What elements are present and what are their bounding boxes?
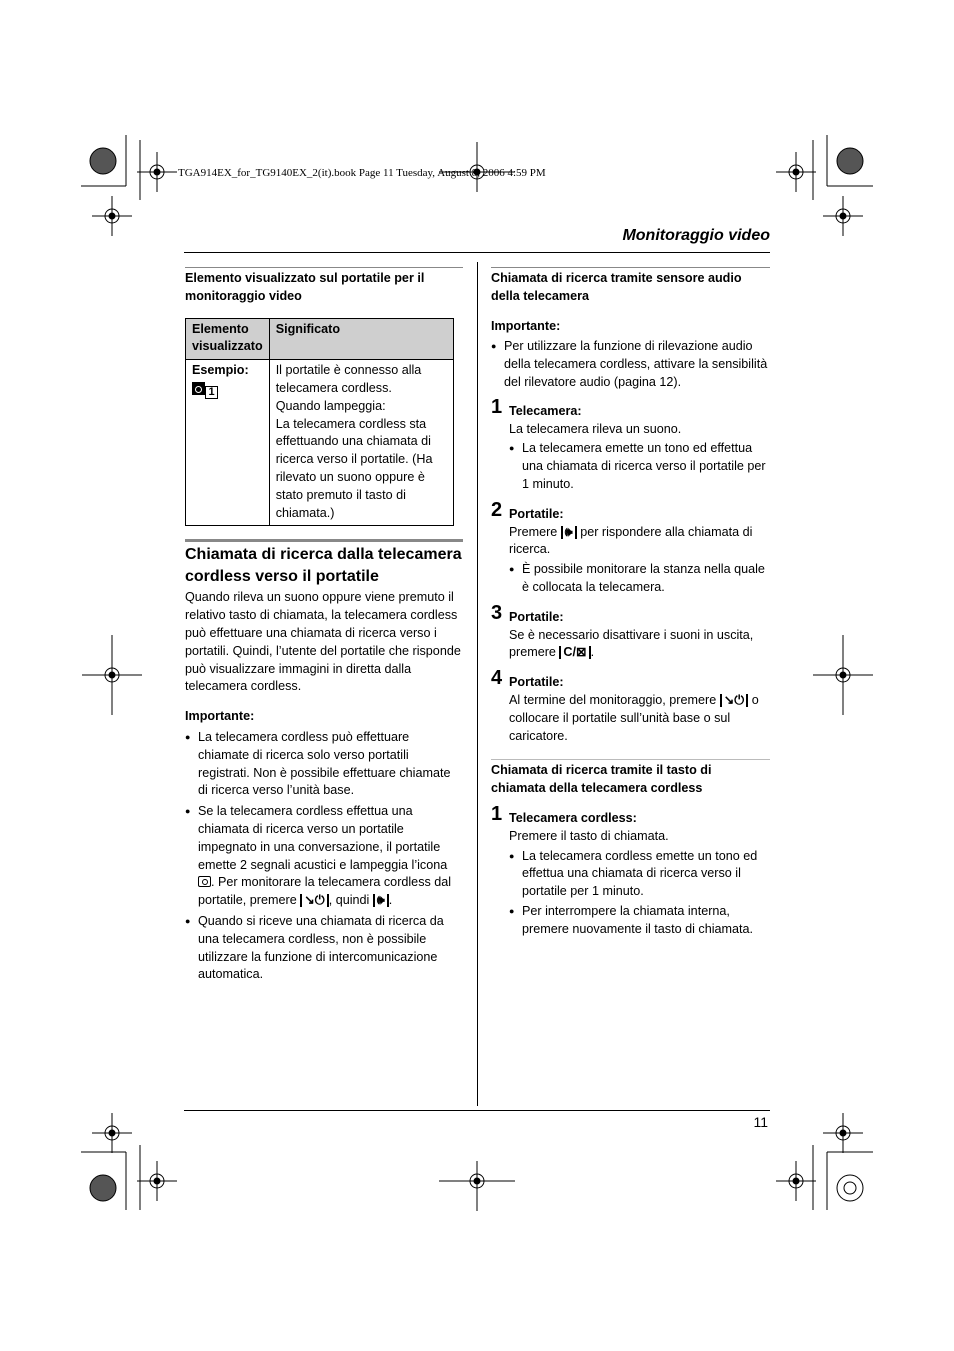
step-text: La telecamera rileva un suono. (509, 421, 682, 436)
step-number: 4 (491, 667, 503, 690)
step-text-part: Se è necessario disattivare i suoni in uscita, premere (509, 627, 754, 660)
step (491, 802, 770, 939)
step-title: Telecamera: (509, 403, 582, 418)
example-label: Esempio: (192, 363, 249, 378)
list-item: ● È possibile monitorare la stanza nella quale è collocata la telecamera. (509, 561, 770, 597)
speaker-key-icon: 🕪 (561, 526, 577, 539)
bullet-text: , quindi (328, 893, 370, 908)
right-column (491, 267, 770, 939)
list-item: ● La telecamera cordless può effettuare chiamate di ricerca solo verso portatili registrati. Non è possibile effettuare chiamate di ricerca verso l’unità base. (185, 729, 463, 800)
important-list (185, 729, 463, 984)
display-table (185, 318, 454, 527)
list-item: ● La telecamera emette un tono ed effettua una chiamata di ricerca verso il portatile per 1 minuto. (509, 440, 770, 493)
step-text (509, 692, 770, 745)
off-key-icon: ↘⏻ (720, 694, 749, 707)
step-text-part: Al termine del monitoraggio, premere (509, 692, 717, 707)
section-title: Chiamata di ricerca tramite sensore audio della telecamera (491, 271, 742, 303)
section-rule (491, 267, 770, 268)
mute-key-icon: C/⊠ (559, 646, 590, 659)
step-title: Telecamera cordless: (509, 810, 637, 825)
page-header-title: Monitoraggio video (622, 227, 770, 244)
page-number: 11 (753, 1114, 768, 1130)
step-bullets (509, 440, 770, 493)
list-item (185, 803, 463, 910)
step-text: Premere il tasto di chiamata. (509, 828, 669, 843)
camera-number: 1 (205, 386, 218, 399)
bullet-text: . (388, 893, 393, 908)
section-rule (491, 759, 770, 760)
step-number: 1 (491, 395, 503, 418)
section-rule (185, 539, 463, 542)
camera-1-icon (192, 381, 263, 399)
step-text-part: Premere (509, 524, 558, 539)
left-column (185, 267, 463, 984)
table-cell-example (186, 360, 270, 526)
table-header-meaning: Significato (269, 318, 453, 360)
table-heading: Elemento visualizzato sul portatile per il monitoraggio video (185, 271, 425, 303)
intro-paragraph: Quando rileva un suono oppure viene premuto il relativo tasto di chiamata, la telecamera cordless può effettuare una chiamata di ricerca verso i portatili. Quindi, l’utente del portatile che risponde può visualizzare immagini in diretta dalla telecamera cordless. (185, 590, 461, 694)
important-label: Importante: (491, 318, 561, 333)
footer-rule (184, 1110, 770, 1111)
step (491, 601, 770, 662)
list-item: ● La telecamera cordless emette un tono ed effettua una chiamata di ricerca verso il portatile per 1 minuto. (509, 848, 770, 901)
list-item: ● Per utilizzare la funzione di rilevazione audio della telecamera cordless, attivare la sensibilità del rilevatore audio (pagina 12). (491, 338, 770, 391)
camera-icon (198, 876, 211, 887)
book-info: TGA914EX_for_TG9140EX_2(it).book Page 11 Tuesday, August 8, 2006 4:59 PM (178, 167, 546, 179)
step-number: 1 (491, 802, 503, 825)
step-number: 3 (491, 601, 503, 624)
speaker-key-icon: 🕪 (373, 894, 389, 907)
section-title: Chiamata di ricerca dalla telecamera cordless verso il portatile (185, 546, 462, 586)
step-text-part: . (590, 645, 595, 660)
section-rule (185, 267, 463, 268)
step-title: Portatile: (509, 675, 564, 690)
step (491, 667, 770, 745)
table-cell-meaning: Il portatile è connesso alla telecamera cordless. Quando lampeggia: La telecamera cordless sta effettuando una chiamata di ricerca verso il portatile. (Ha rilevato un suono oppure è stato premuto il tasto di chiamata.) (269, 360, 453, 526)
step-number: 2 (491, 498, 503, 521)
off-key-icon: ↘⏻ (300, 894, 329, 907)
bullet-text: . Per monitorare la telecamera cordless dal portatile, premere (198, 875, 452, 908)
step (491, 395, 770, 494)
step-text-part: per rispondere alla chiamata di ricerca. (509, 524, 753, 557)
step-text (509, 524, 770, 560)
bullet-text: Se la telecamera cordless effettua una chiamata di ricerca verso un portatile impegnato in una conversazione, il portatile emette 2 segnali acustici e lampeggia l’icona (198, 804, 448, 872)
step-title: Portatile: (509, 506, 564, 521)
column-divider (477, 262, 478, 1106)
steps-list (491, 802, 770, 939)
step-bullets (509, 561, 770, 597)
important-label: Importante: (185, 709, 255, 724)
steps-list (491, 395, 770, 746)
header-rule (184, 252, 770, 253)
important-list (491, 338, 770, 391)
list-item: ● Quando si riceve una chiamata di ricerca da una telecamera cordless, non è possibile utilizzare la funzione di intercomunicazione automatica. (185, 913, 463, 984)
step-title: Portatile: (509, 609, 564, 624)
step-text-part: o collocare il portatile sull’unità base o sul caricatore. (509, 692, 759, 743)
section-title: Chiamata di ricerca tramite il tasto di chiamata della telecamera cordless (491, 763, 712, 796)
step-text (509, 627, 770, 663)
step-bullets (509, 848, 770, 939)
table-header-element: Elemento visualizzato (186, 318, 270, 360)
step (491, 498, 770, 597)
list-item: ● Per interrompere la chiamata interna, premere nuovamente il tasto di chiamata. (509, 903, 770, 939)
